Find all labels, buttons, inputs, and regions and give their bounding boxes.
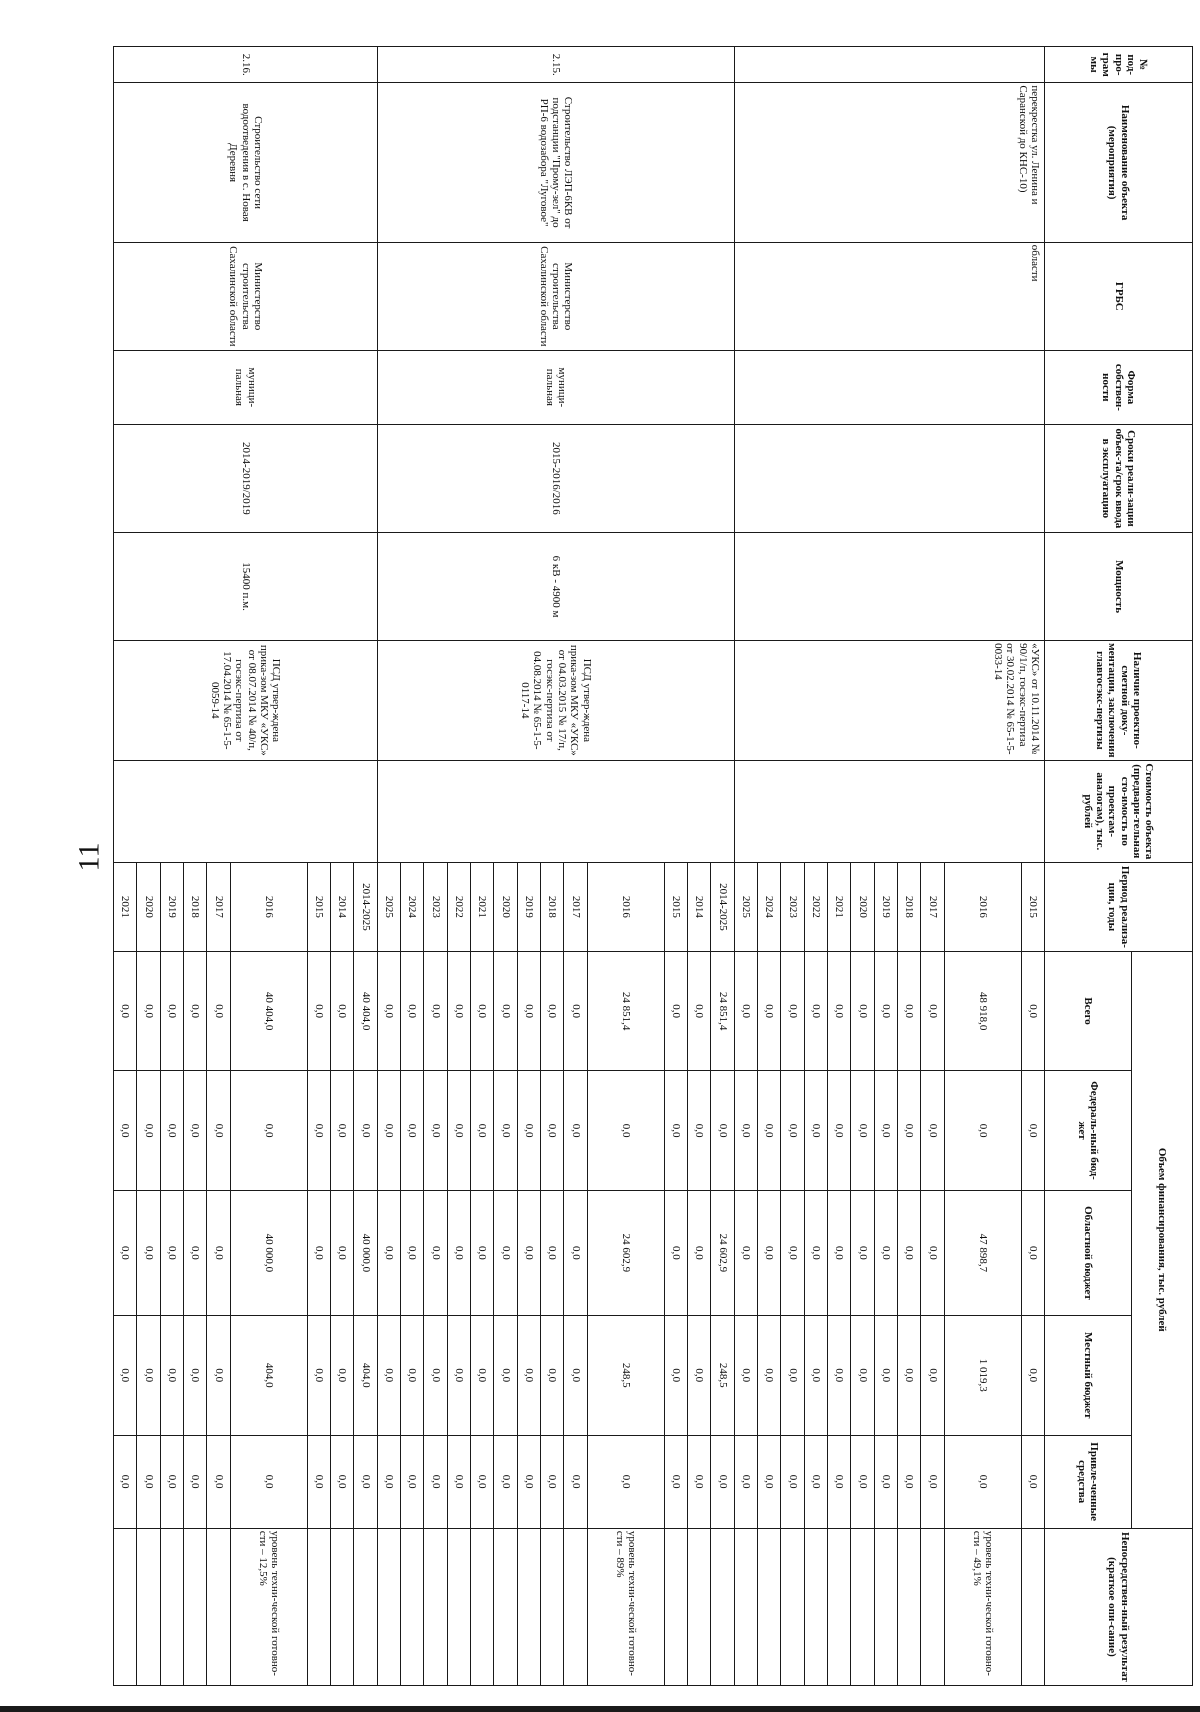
header-cost: Стоимость объекта (предвари-тельная сто-имость по проектам-аналогам), тыс. рублей — [1045, 760, 1193, 862]
total-cell: 0,0 — [564, 951, 587, 1071]
regional-cell: 0,0 — [828, 1190, 851, 1315]
result-cell — [804, 1528, 827, 1685]
attracted-cell: 0,0 — [494, 1435, 517, 1528]
period-cell: 2016 — [230, 863, 307, 952]
total-cell: 0,0 — [828, 951, 851, 1071]
regional-cell: 0,0 — [874, 1190, 897, 1315]
attracted-cell: 0,0 — [1021, 1435, 1044, 1528]
result-cell: уровень техни-ческой готовно-сти – 12,5% — [230, 1528, 307, 1685]
local-cell: 0,0 — [331, 1316, 354, 1436]
regional-cell: 47 898,7 — [944, 1190, 1021, 1315]
object-number: 2.16. — [114, 47, 378, 83]
total-cell: 0,0 — [114, 951, 137, 1071]
object-cost — [114, 760, 378, 862]
total-cell: 0,0 — [494, 951, 517, 1071]
period-cell: 2014 — [331, 863, 354, 952]
local-cell: 0,0 — [424, 1316, 447, 1436]
attracted-cell: 0,0 — [230, 1435, 307, 1528]
result-cell — [564, 1528, 587, 1685]
period-cell: 2020 — [137, 863, 160, 952]
local-cell: 0,0 — [207, 1316, 230, 1436]
table-row — [711, 47, 734, 1686]
local-cell: 0,0 — [137, 1316, 160, 1436]
regional-cell: 0,0 — [184, 1190, 207, 1315]
local-cell: 0,0 — [921, 1316, 944, 1436]
federal-cell: 0,0 — [711, 1071, 734, 1191]
local-cell: 0,0 — [377, 1316, 400, 1436]
period-cell: 2017 — [207, 863, 230, 952]
period-cell: 2019 — [517, 863, 540, 952]
regional-cell: 0,0 — [114, 1190, 137, 1315]
regional-cell: 24 602,9 — [711, 1190, 734, 1315]
period-cell: 2025 — [734, 863, 757, 952]
attracted-cell: 0,0 — [804, 1435, 827, 1528]
federal-cell: 0,0 — [494, 1071, 517, 1191]
regional-cell: 0,0 — [1021, 1190, 1044, 1315]
result-cell — [184, 1528, 207, 1685]
result-cell — [160, 1528, 183, 1685]
result-cell: уровень техни-ческой готовно-сти – 89% — [587, 1528, 664, 1685]
local-cell: 0,0 — [1021, 1316, 1044, 1436]
local-cell: 0,0 — [851, 1316, 874, 1436]
local-cell: 0,0 — [688, 1316, 711, 1436]
object-design-docs: ПСД утвер-ждена прика-зом МКУ «УКС» от 04.03.2015 № 17/п, госэкс-пертиза от 04.08.2014 № 65-1-5-0117-14 — [377, 641, 734, 761]
regional-cell: 0,0 — [517, 1190, 540, 1315]
total-cell: 0,0 — [307, 951, 330, 1071]
result-cell — [734, 1528, 757, 1685]
attracted-cell: 0,0 — [564, 1435, 587, 1528]
result-cell — [921, 1528, 944, 1685]
header-attracted: Привле-ченные средства — [1045, 1435, 1132, 1528]
attracted-cell: 0,0 — [160, 1435, 183, 1528]
header-number: № под-про-грам мы — [1045, 47, 1193, 83]
result-cell — [711, 1528, 734, 1685]
header-result: Непосредствен-ный результат (краткое опи-сание) — [1045, 1528, 1193, 1685]
federal-cell: 0,0 — [688, 1071, 711, 1191]
attracted-cell: 0,0 — [688, 1435, 711, 1528]
local-cell: 0,0 — [517, 1316, 540, 1436]
period-cell: 2025 — [377, 863, 400, 952]
period-cell: 2019 — [874, 863, 897, 952]
period-cell: 2015 — [664, 863, 687, 952]
total-cell: 0,0 — [207, 951, 230, 1071]
total-cell: 0,0 — [664, 951, 687, 1071]
header-design-docs: Наличие проектно-сметной доку-ментации, заключения главгосэкс-пертизы — [1045, 641, 1193, 761]
federal-cell: 0,0 — [447, 1071, 470, 1191]
regional-cell: 0,0 — [734, 1190, 757, 1315]
object-design-docs: «УКС» от 10.11.2014 № 90/1/п, госэкс-пертиза от 30.02.2014 № 65-1-5-0033-14 — [734, 641, 1044, 761]
regional-cell: 0,0 — [207, 1190, 230, 1315]
local-cell: 0,0 — [804, 1316, 827, 1436]
header-terms: Сроки реали-зации объек-та/срок ввода в эксплуатацию — [1045, 424, 1193, 532]
total-cell: 24 851,4 — [711, 951, 734, 1071]
total-cell: 0,0 — [804, 951, 827, 1071]
period-cell: 2015 — [1021, 863, 1044, 952]
object-capacity: 15400 п.м. — [114, 532, 378, 640]
attracted-cell: 0,0 — [401, 1435, 424, 1528]
federal-cell: 0,0 — [160, 1071, 183, 1191]
period-cell: 2024 — [758, 863, 781, 952]
federal-cell: 0,0 — [564, 1071, 587, 1191]
object-name: Строительство сети водоотведения в с. Новая Деревня — [114, 83, 378, 242]
result-cell — [781, 1528, 804, 1685]
total-cell: 0,0 — [851, 951, 874, 1071]
object-terms: 2014-2019/2019 — [114, 424, 378, 532]
total-cell: 0,0 — [874, 951, 897, 1071]
header-row-1 — [1132, 47, 1193, 1686]
period-cell: 2014 — [688, 863, 711, 952]
local-cell: 0,0 — [401, 1316, 424, 1436]
attracted-cell: 0,0 — [711, 1435, 734, 1528]
result-cell — [307, 1528, 330, 1685]
local-cell: 404,0 — [354, 1316, 377, 1436]
period-cell: 2023 — [424, 863, 447, 952]
header-ownership: Форма собствен-ности — [1045, 350, 1193, 424]
regional-cell: 0,0 — [377, 1190, 400, 1315]
local-cell: 0,0 — [494, 1316, 517, 1436]
total-cell: 0,0 — [688, 951, 711, 1071]
result-cell — [354, 1528, 377, 1685]
attracted-cell: 0,0 — [184, 1435, 207, 1528]
object-cost — [377, 760, 734, 862]
local-cell: 0,0 — [114, 1316, 137, 1436]
attracted-cell: 0,0 — [664, 1435, 687, 1528]
header-local: Местный бюджет — [1045, 1316, 1132, 1436]
federal-cell: 0,0 — [184, 1071, 207, 1191]
object-number — [734, 47, 1044, 83]
regional-cell: 0,0 — [137, 1190, 160, 1315]
total-cell: 0,0 — [331, 951, 354, 1071]
period-cell: 2018 — [898, 863, 921, 952]
period-cell: 2015 — [307, 863, 330, 952]
attracted-cell: 0,0 — [471, 1435, 494, 1528]
federal-cell: 0,0 — [851, 1071, 874, 1191]
header-period: Период реализа-ции, годы — [1045, 863, 1193, 952]
result-cell — [207, 1528, 230, 1685]
object-ownership: муници-пальная — [114, 350, 378, 424]
local-cell: 0,0 — [828, 1316, 851, 1436]
total-cell: 0,0 — [734, 951, 757, 1071]
period-cell: 2021 — [471, 863, 494, 952]
total-cell: 0,0 — [447, 951, 470, 1071]
period-cell: 2014-2025 — [711, 863, 734, 952]
local-cell: 0,0 — [541, 1316, 564, 1436]
local-cell: 248,5 — [711, 1316, 734, 1436]
header-grbs: ГРБС — [1045, 242, 1193, 350]
total-cell: 0,0 — [1021, 951, 1044, 1071]
local-cell: 1 019,3 — [944, 1316, 1021, 1436]
result-cell — [517, 1528, 540, 1685]
federal-cell: 0,0 — [137, 1071, 160, 1191]
object-capacity: 6 кВ - 4900 м — [377, 532, 734, 640]
result-cell — [664, 1528, 687, 1685]
result-cell — [424, 1528, 447, 1685]
rotated-table-container — [113, 46, 1193, 1686]
result-cell — [874, 1528, 897, 1685]
total-cell: 0,0 — [137, 951, 160, 1071]
federal-cell: 0,0 — [828, 1071, 851, 1191]
regional-cell: 0,0 — [758, 1190, 781, 1315]
total-cell: 0,0 — [424, 951, 447, 1071]
regional-cell: 0,0 — [921, 1190, 944, 1315]
object-cost — [734, 760, 1044, 862]
attracted-cell: 0,0 — [921, 1435, 944, 1528]
local-cell: 0,0 — [307, 1316, 330, 1436]
result-cell — [331, 1528, 354, 1685]
federal-cell: 0,0 — [781, 1071, 804, 1191]
result-cell — [494, 1528, 517, 1685]
attracted-cell: 0,0 — [781, 1435, 804, 1528]
table-row — [354, 47, 377, 1686]
federal-cell: 0,0 — [207, 1071, 230, 1191]
regional-cell: 0,0 — [781, 1190, 804, 1315]
local-cell: 0,0 — [471, 1316, 494, 1436]
attracted-cell: 0,0 — [541, 1435, 564, 1528]
federal-cell: 0,0 — [354, 1071, 377, 1191]
attracted-cell: 0,0 — [874, 1435, 897, 1528]
period-cell: 2014-2025 — [354, 863, 377, 952]
attracted-cell: 0,0 — [851, 1435, 874, 1528]
local-cell: 0,0 — [734, 1316, 757, 1436]
attracted-cell: 0,0 — [207, 1435, 230, 1528]
regional-cell: 40 000,0 — [354, 1190, 377, 1315]
federal-cell: 0,0 — [664, 1071, 687, 1191]
period-cell: 2021 — [114, 863, 137, 952]
regional-cell: 0,0 — [471, 1190, 494, 1315]
total-cell: 0,0 — [541, 951, 564, 1071]
object-ownership: муници-пальная — [377, 350, 734, 424]
attracted-cell: 0,0 — [517, 1435, 540, 1528]
total-cell: 0,0 — [781, 951, 804, 1071]
object-terms: 2015-2016/2016 — [377, 424, 734, 532]
local-cell: 404,0 — [230, 1316, 307, 1436]
federal-cell: 0,0 — [424, 1071, 447, 1191]
regional-cell: 0,0 — [331, 1190, 354, 1315]
period-cell: 2018 — [541, 863, 564, 952]
object-capacity — [734, 532, 1044, 640]
object-grbs: Министерство строительства Сахалинской области — [377, 242, 734, 350]
result-cell: уровень техни-ческой готовно-сти – 49,1% — [944, 1528, 1021, 1685]
total-cell: 0,0 — [921, 951, 944, 1071]
result-cell — [114, 1528, 137, 1685]
regional-cell: 0,0 — [898, 1190, 921, 1315]
federal-cell: 0,0 — [517, 1071, 540, 1191]
federal-cell: 0,0 — [1021, 1071, 1044, 1191]
table-body — [114, 47, 1045, 1686]
regional-cell: 0,0 — [851, 1190, 874, 1315]
scan-edge-bar — [0, 1706, 1200, 1712]
attracted-cell: 0,0 — [424, 1435, 447, 1528]
period-cell: 2017 — [921, 863, 944, 952]
attracted-cell: 0,0 — [354, 1435, 377, 1528]
total-cell: 0,0 — [160, 951, 183, 1071]
result-cell — [758, 1528, 781, 1685]
regional-cell: 0,0 — [401, 1190, 424, 1315]
object-grbs: области — [734, 242, 1044, 350]
result-cell — [377, 1528, 400, 1685]
regional-cell: 0,0 — [664, 1190, 687, 1315]
federal-cell: 0,0 — [758, 1071, 781, 1191]
financing-table — [113, 46, 1193, 1686]
regional-cell: 0,0 — [494, 1190, 517, 1315]
period-cell: 2016 — [944, 863, 1021, 952]
attracted-cell: 0,0 — [307, 1435, 330, 1528]
period-cell: 2024 — [401, 863, 424, 952]
result-cell — [1021, 1528, 1044, 1685]
object-number: 2.15. — [377, 47, 734, 83]
result-cell — [851, 1528, 874, 1685]
total-cell: 0,0 — [898, 951, 921, 1071]
total-cell: 0,0 — [517, 951, 540, 1071]
period-cell: 2018 — [184, 863, 207, 952]
total-cell: 0,0 — [377, 951, 400, 1071]
local-cell: 0,0 — [874, 1316, 897, 1436]
period-cell: 2022 — [804, 863, 827, 952]
total-cell: 0,0 — [758, 951, 781, 1071]
period-cell: 2019 — [160, 863, 183, 952]
result-cell — [401, 1528, 424, 1685]
federal-cell: 0,0 — [331, 1071, 354, 1191]
object-name: перекрестка ул. Ленина и Саранской до КНС-10) — [734, 83, 1044, 242]
federal-cell: 0,0 — [898, 1071, 921, 1191]
object-grbs: Министерство строительства Сахалинской области — [114, 242, 378, 350]
attracted-cell: 0,0 — [828, 1435, 851, 1528]
regional-cell: 0,0 — [307, 1190, 330, 1315]
total-cell: 0,0 — [184, 951, 207, 1071]
federal-cell: 0,0 — [874, 1071, 897, 1191]
federal-cell: 0,0 — [230, 1071, 307, 1191]
attracted-cell: 0,0 — [377, 1435, 400, 1528]
object-terms — [734, 424, 1044, 532]
object-ownership — [734, 350, 1044, 424]
federal-cell: 0,0 — [944, 1071, 1021, 1191]
period-cell: 2017 — [564, 863, 587, 952]
attracted-cell: 0,0 — [734, 1435, 757, 1528]
regional-cell: 0,0 — [688, 1190, 711, 1315]
local-cell: 0,0 — [781, 1316, 804, 1436]
regional-cell: 0,0 — [424, 1190, 447, 1315]
total-cell: 0,0 — [401, 951, 424, 1071]
result-cell — [137, 1528, 160, 1685]
attracted-cell: 0,0 — [447, 1435, 470, 1528]
regional-cell: 24 602,9 — [587, 1190, 664, 1315]
total-cell: 48 918,0 — [944, 951, 1021, 1071]
result-cell — [898, 1528, 921, 1685]
attracted-cell: 0,0 — [137, 1435, 160, 1528]
header-object-name: Наименование объекта (мероприятия) — [1045, 83, 1193, 242]
federal-cell: 0,0 — [114, 1071, 137, 1191]
attracted-cell: 0,0 — [944, 1435, 1021, 1528]
total-cell: 24 851,4 — [587, 951, 664, 1071]
local-cell: 248,5 — [587, 1316, 664, 1436]
header-regional: Областной бюджет — [1045, 1190, 1132, 1315]
attracted-cell: 0,0 — [898, 1435, 921, 1528]
regional-cell: 40 000,0 — [230, 1190, 307, 1315]
attracted-cell: 0,0 — [331, 1435, 354, 1528]
attracted-cell: 0,0 — [587, 1435, 664, 1528]
federal-cell: 0,0 — [734, 1071, 757, 1191]
regional-cell: 0,0 — [160, 1190, 183, 1315]
federal-cell: 0,0 — [804, 1071, 827, 1191]
period-cell: 2022 — [447, 863, 470, 952]
result-cell — [447, 1528, 470, 1685]
period-cell: 2020 — [851, 863, 874, 952]
page-number: 11 — [72, 842, 106, 872]
federal-cell: 0,0 — [541, 1071, 564, 1191]
object-design-docs: ПСД утвер-ждена прика-зом МКУ «УКС» от 08.07.2014 № 40/п, госэкс-пертиза от 17.04.2014 № 65-1-5-0059-14 — [114, 641, 378, 761]
regional-cell: 0,0 — [804, 1190, 827, 1315]
federal-cell: 0,0 — [587, 1071, 664, 1191]
total-cell: 40 404,0 — [230, 951, 307, 1071]
local-cell: 0,0 — [664, 1316, 687, 1436]
total-cell: 0,0 — [471, 951, 494, 1071]
federal-cell: 0,0 — [377, 1071, 400, 1191]
period-cell: 2021 — [828, 863, 851, 952]
regional-cell: 0,0 — [447, 1190, 470, 1315]
attracted-cell: 0,0 — [114, 1435, 137, 1528]
period-cell: 2016 — [587, 863, 664, 952]
local-cell: 0,0 — [758, 1316, 781, 1436]
regional-cell: 0,0 — [564, 1190, 587, 1315]
period-cell: 2020 — [494, 863, 517, 952]
federal-cell: 0,0 — [401, 1071, 424, 1191]
result-cell — [828, 1528, 851, 1685]
period-cell: 2023 — [781, 863, 804, 952]
local-cell: 0,0 — [160, 1316, 183, 1436]
local-cell: 0,0 — [184, 1316, 207, 1436]
header-financing: Объем финансирования, тыс. рублей — [1132, 951, 1193, 1528]
federal-cell: 0,0 — [921, 1071, 944, 1191]
header-total: Всего — [1045, 951, 1132, 1071]
table-row — [1021, 47, 1044, 1686]
local-cell: 0,0 — [898, 1316, 921, 1436]
result-cell — [471, 1528, 494, 1685]
attracted-cell: 0,0 — [758, 1435, 781, 1528]
header-capacity: Мощность — [1045, 532, 1193, 640]
result-cell — [688, 1528, 711, 1685]
header-federal: Федераль-ный бюд-жет — [1045, 1071, 1132, 1191]
local-cell: 0,0 — [447, 1316, 470, 1436]
object-name: Строительство ЛЭП-6КВ от подстанции "Прому-зел" до РП-6 водозабора "Луговое" — [377, 83, 734, 242]
federal-cell: 0,0 — [307, 1071, 330, 1191]
regional-cell: 0,0 — [541, 1190, 564, 1315]
total-cell: 40 404,0 — [354, 951, 377, 1071]
local-cell: 0,0 — [564, 1316, 587, 1436]
result-cell — [541, 1528, 564, 1685]
federal-cell: 0,0 — [471, 1071, 494, 1191]
